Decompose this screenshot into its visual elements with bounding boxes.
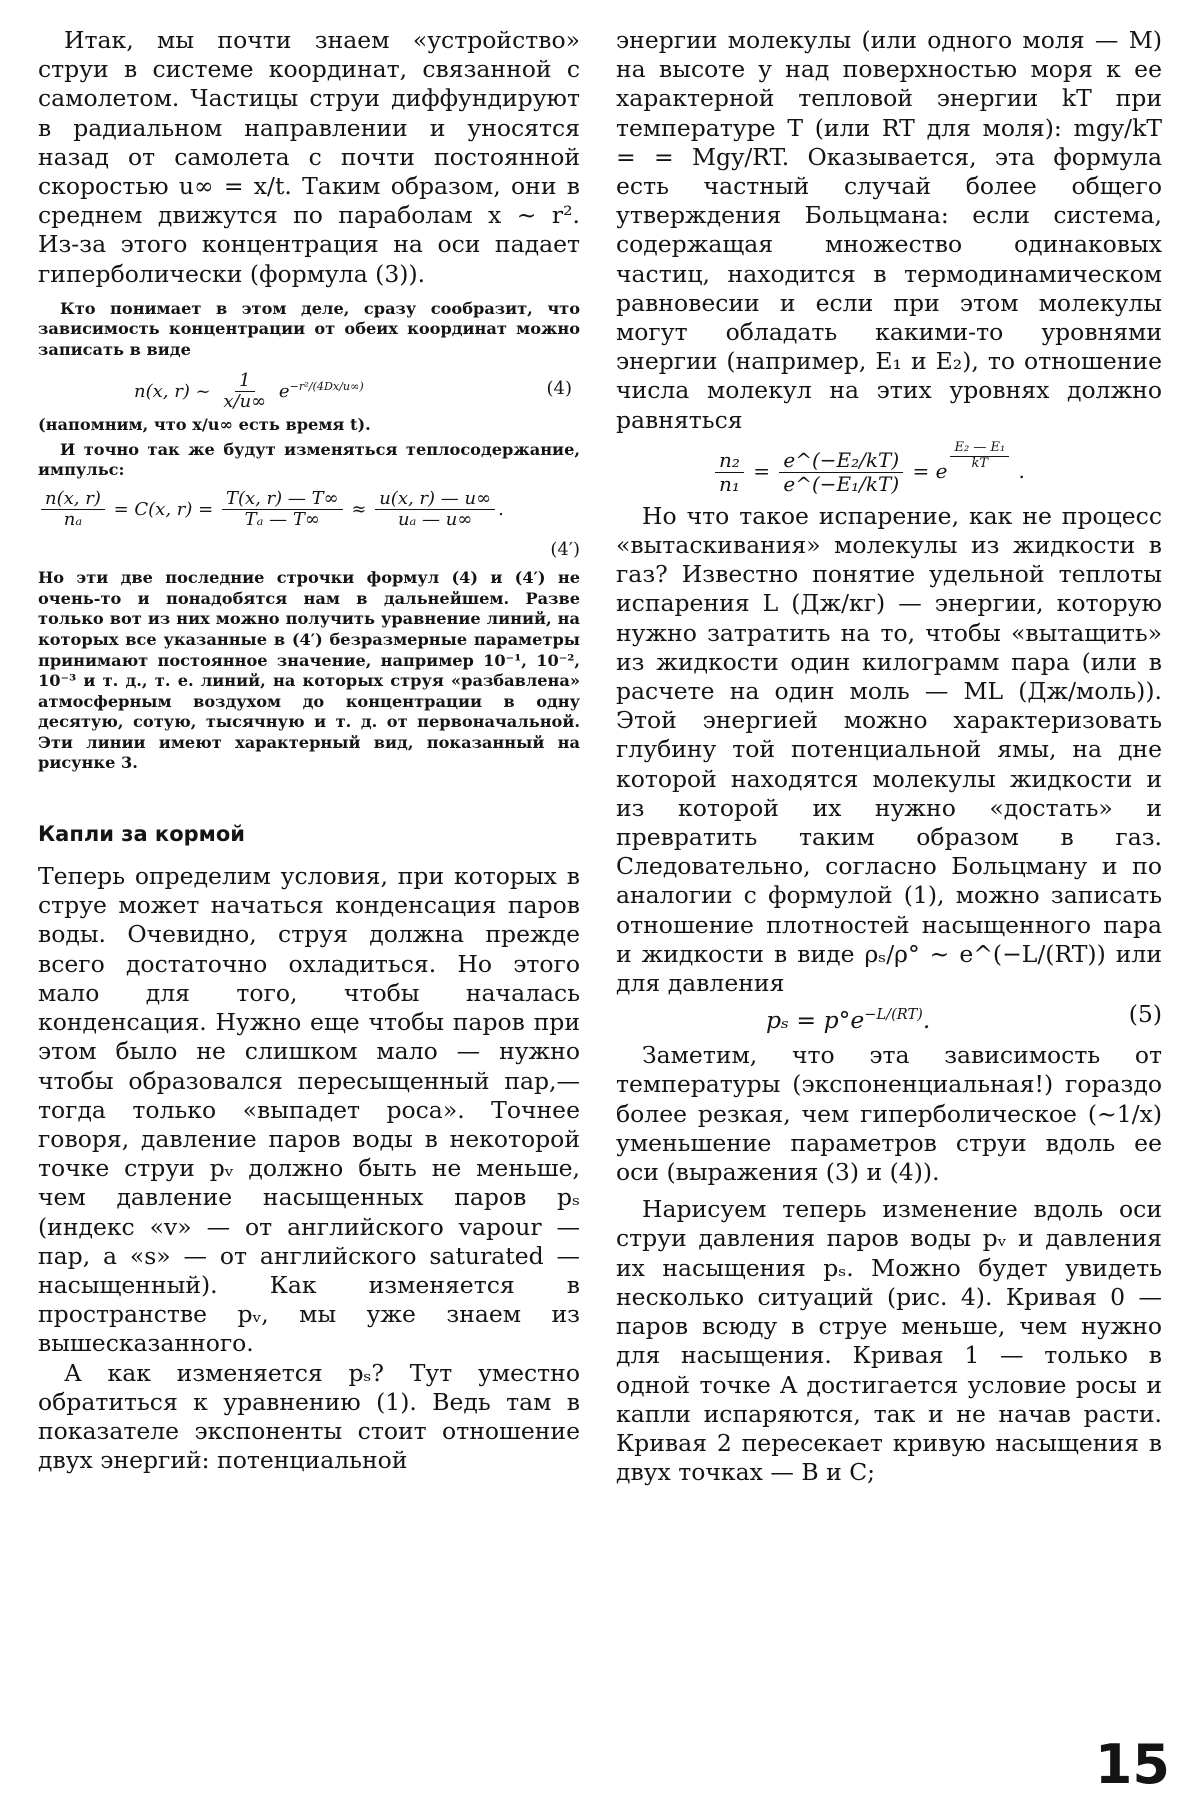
formula-4-lhs: n(x, r) ~: [134, 380, 211, 402]
note-heat-content: И точно так же будут изменяться теплосодержание, импульс:: [38, 439, 580, 480]
formula-4-prime: $\frac{n(x, r)}{\text{nₐ}}$ = C(x, r) = $\frac{T(x, r) — T\infty}{\text{Tₐ — T∞}}$ ≈ $\frac{u(x, r) — u\infty}{\text{uₐ — u∞}}$ . (4′): [38, 489, 580, 560]
formula-4-exp: e: [278, 380, 290, 402]
formula-boltzmann: $\frac{\text{n₂}}{\text{n₁}}$ = $\frac{\text{e\textasciicircum{}(−E₂/kT)}}{\text{e\textasciicircum{}(−E₁/kT)}}$ = e $^{\frac{\text{E₂ — E₁}}{kT}}$ .: [712, 441, 1162, 496]
page-number: 15: [1094, 1733, 1170, 1796]
right-column: [616, 26, 1162, 1487]
paragraph-curves: Нарисуем теперь изменение вдоль оси струи давления паров воды pᵥ и давления их насыщения pₛ. Можно будет увидеть несколько ситуаций (рис. 4). Кривая 0 — паров всюду в струе меньше, чем нужно для насыщения. Кривая 1 — только в одной точке A достигается условие росы и капли испаряются, так и не начав расти. Кривая 2 пересекает кривую насыщения в двух точках — B и C;: [616, 1195, 1162, 1487]
paragraph-boltzmann: энергии молекулы (или одного моля — M) на высоте y над поверхностью моря к ее характерной тепловой энергии kT при температуре T (или RT для моля): mgy/kT = = Mgy/RT. Оказывается, эта формула есть частный случай более общего утверждения Больцмана: если система, содержащая множество одинаковых частиц, находится в термодинамическом равновесии и если при этом молекулы могут обладать какими-то уровнями энергии (например, E₁ и E₂), то отношение числа молекул на этих уровнях должно равняться: [616, 26, 1162, 434]
equation-number-5: (5): [1128, 1000, 1162, 1029]
paragraph-ps: А как изменяется pₛ? Тут уместно обратиться к уравнению (1). Ведь там в показателе экспоненты стоит отношение двух энергий: потенциальной: [38, 1358, 580, 1475]
equation-number-4-prime: (4′): [550, 539, 580, 561]
note-time: (напомним, что x/u∞ есть время t).: [38, 414, 371, 434]
formula-5: $p_s = p^\circ e^{-L/(RT)}$. (5): [766, 1000, 1162, 1035]
section-heading: Капли за кормой: [38, 822, 245, 847]
equation-number-4: (4): [546, 377, 572, 399]
formula-4-exponent: −r²/(4Dx/u∞): [289, 379, 364, 393]
formula-4-fraction: $\frac{1}{x/u\infty}$: [223, 369, 267, 413]
note-concentration: Кто понимает в этом деле, сразу сообразит, что зависимость концентрации от обеих координат можно записать в виде: [38, 298, 580, 360]
paragraph-exponential: Заметим, что эта зависимость от температуры (экспоненциальная!) гораздо более резкая, чем гиперболическое (~1/x) уменьшение параметров струи вдоль ее оси (выражения (3) и (4)).: [616, 1041, 1162, 1187]
paragraph-evaporation: Но что такое испарение, как не процесс «вытаскивания» молекулы из жидкости в газ? Известно понятие удельной теплоты испарения L (Дж/кг) — энергии, которую нужно затратить на то, чтобы «вытащить» из жидкости один килограмм пара (или в расчете на один моль — ML (Дж/моль)). Этой энергией можно характеризовать глубину той потенциальной ямы, на дне которой находятся молекулы жидкости и из которой их нужно «достать» и превратить таким образом в газ. Следовательно, согласно Больцману и по аналогии с формулой (1), можно записать отношение плотностей насыщенного пара и жидкости в виде ρₛ/ρ° ~ e^(−L/(RT)) или для давления: [616, 501, 1162, 998]
paragraph-condensation: Теперь определим условия, при которых в струе может начаться конденсация паров воды. Очевидно, струя должна прежде всего достаточно охладиться. Но этого мало для того, чтобы началась конденсация. Нужно еще чтобы паров при этом было не слишком мало — нужно чтобы образовался пересыщенный пар,— тогда только «выпадет роса». Точнее говоря, давление паров воды в некоторой точке струи pᵥ должно быть не меньше, чем давление насыщенных паров pₛ (индекс «v» — от английского vapour — пар, а «s» — от английского saturated — насыщенный). Как изменяется в пространстве pᵥ, мы уже знаем из вышесказанного.: [38, 862, 580, 1358]
note-lines: Но эти две последние строчки формул (4) и (4′) не очень-то и понадобятся нам в дальнейшем. Разве только вот из них можно получить уравнение линий, на которых все указанные в (4′) безразмерные параметры принимают постоянное значение, например 10⁻¹, 10⁻², 10⁻³ и т. д., т. е. линий, на которых струя «разбавлена» атмосферным воздухом до концентрации в одну десятую, сотую, тысячную и т. д. от первоначальной. Эти линии имеют характерный вид, показанный на рисунке 3.: [38, 568, 580, 773]
formula-4: [134, 371, 580, 413]
left-column: [38, 26, 580, 1475]
paragraph-jet-structure: Итак, мы почти знаем «устройство» струи в системе координат, связанной с самолетом. Частицы струи диффундируют в радиальном направлении и уносятся назад от самолета с почти постоянной скоростью u∞ = x/t. Таким образом, они в среднем движутся по параболам x ~ r². Из-за этого концентрация на оси падает гиперболически (формула (3)).: [38, 26, 580, 288]
